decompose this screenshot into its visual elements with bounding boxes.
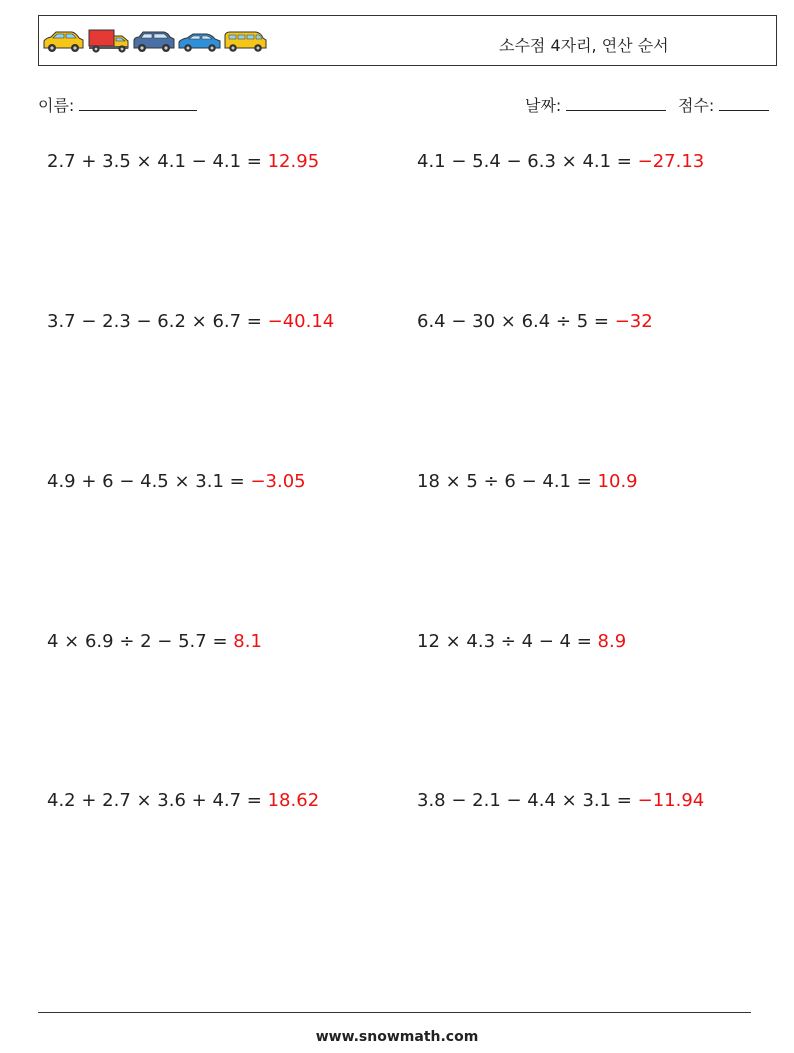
yellow-car-icon [44, 32, 83, 52]
date-field [525, 93, 666, 116]
name-label: 이름: [38, 96, 75, 115]
worksheet-title: 소수점 4자리, 연산 순서 [499, 36, 669, 55]
problem-item [47, 471, 306, 492]
name-blank[interactable] [79, 96, 197, 111]
problem-item [417, 311, 653, 332]
problem-expression: 4.9 + 6 − 4.5 × 3.1 = [47, 471, 251, 492]
name-field [38, 93, 197, 116]
score-label: 점수: [678, 96, 715, 115]
footer-site[interactable]: www.snowmath.com [315, 1029, 479, 1045]
red-truck-icon [89, 30, 128, 53]
problem-item [417, 151, 704, 172]
yellow-van-icon [225, 32, 266, 52]
date-label: 날짜: [525, 96, 562, 115]
problem-answer: −3.05 [250, 471, 306, 492]
date-blank[interactable] [566, 96, 666, 111]
blue-suv-icon [134, 32, 174, 52]
problem-item [47, 790, 319, 811]
problem-expression: 2.7 + 3.5 × 4.1 − 4.1 = [47, 151, 268, 172]
worksheet-header [38, 15, 777, 66]
problem-item [47, 311, 334, 332]
problem-answer: 8.1 [233, 631, 262, 652]
problem-expression: 3.8 − 2.1 − 4.4 × 3.1 = [417, 790, 638, 811]
problem-expression: 3.7 − 2.3 − 6.2 × 6.7 = [47, 311, 268, 332]
problem-answer: 8.9 [597, 631, 627, 652]
problem-item [417, 471, 638, 492]
footer-divider [38, 1012, 751, 1013]
problem-answer: −40.14 [267, 311, 335, 332]
problem-expression: 4.1 − 5.4 − 6.3 × 4.1 = [417, 151, 638, 172]
problem-item [47, 151, 319, 172]
problem-answer: 12.95 [267, 151, 320, 172]
problem-answer: −27.13 [637, 151, 705, 172]
problem-expression: 6.4 − 30 × 6.4 ÷ 5 = [417, 311, 615, 332]
problem-answer: −32 [614, 311, 653, 332]
problem-expression: 4.2 + 2.7 × 3.6 + 4.7 = [47, 790, 268, 811]
problem-item [417, 790, 704, 811]
problem-answer: −11.94 [637, 790, 705, 811]
problem-answer: 18.62 [267, 790, 320, 811]
problem-item [47, 631, 262, 652]
problem-answer: 10.9 [597, 471, 638, 492]
problem-expression: 4 × 6.9 ÷ 2 − 5.7 = [47, 631, 234, 652]
score-field [678, 93, 769, 116]
blue-car-icon [179, 34, 220, 52]
problem-item [417, 631, 626, 652]
problem-expression: 18 × 5 ÷ 6 − 4.1 = [417, 471, 598, 492]
problem-expression: 12 × 4.3 ÷ 4 − 4 = [417, 631, 598, 652]
vehicle-icons [42, 28, 267, 54]
score-blank[interactable] [719, 96, 769, 111]
